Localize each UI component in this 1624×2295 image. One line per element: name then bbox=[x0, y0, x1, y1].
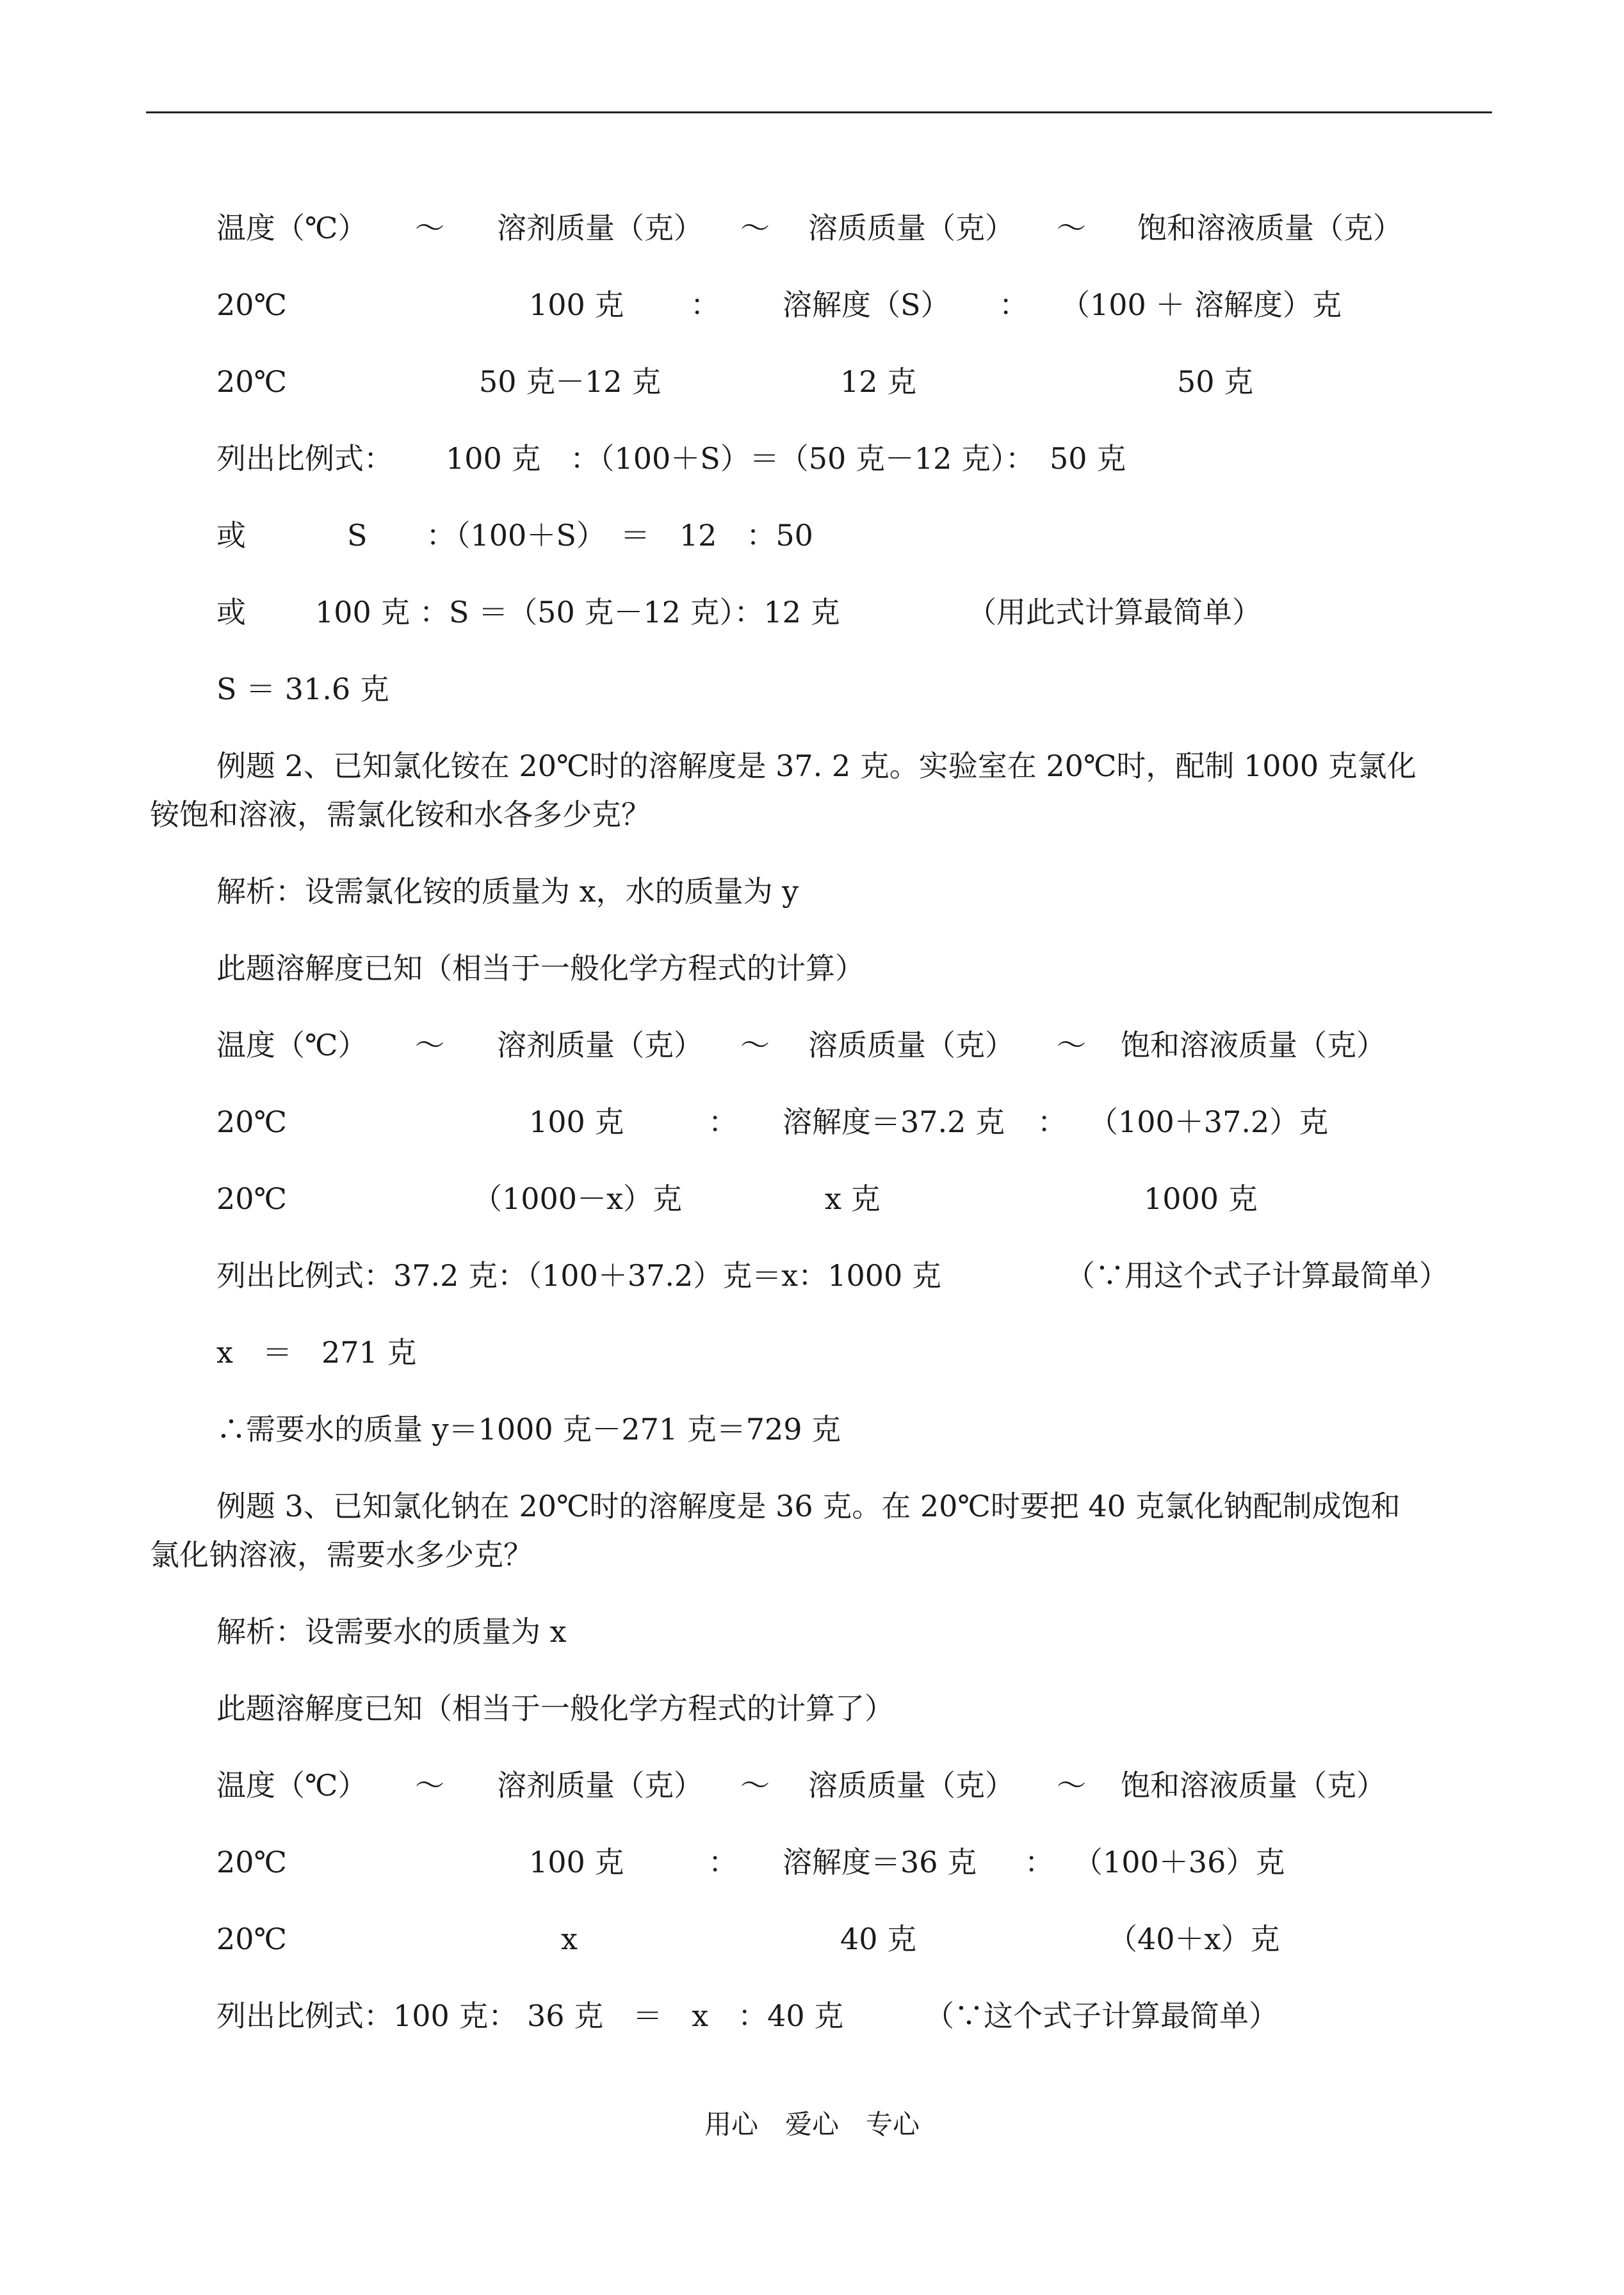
row1-solution: （100 ＋ 溶解度）克 bbox=[1060, 288, 1342, 322]
ratio-colon: ： bbox=[999, 288, 1028, 322]
row1-solvent: 100 克 bbox=[529, 1105, 624, 1139]
proportion-alt-1: S ：（100＋S） ＝ 12 ：50 bbox=[347, 518, 813, 553]
row1-solvent: 100 克 bbox=[529, 1845, 624, 1879]
row1-solute: 溶解度（S） bbox=[783, 288, 950, 322]
row1-solute: 溶解度＝36 克 bbox=[783, 1845, 977, 1879]
col-temp-header: 温度（℃） bbox=[216, 1768, 368, 1803]
row2-solvent: x bbox=[561, 1922, 578, 1956]
example-3-title-cont: 氯化钠溶液，需要水多少克？ bbox=[150, 1537, 533, 1572]
col-solvent-header: 溶剂质量（克） bbox=[497, 1028, 703, 1062]
example-2-proportion: 列出比例式：37.2 克：（100＋37.2）克＝x：1000 克 bbox=[216, 1258, 941, 1293]
ratio-colon: ： bbox=[690, 288, 720, 322]
row1-solution: （100＋36）克 bbox=[1073, 1845, 1285, 1879]
row2-solute: 12 克 bbox=[840, 364, 917, 399]
result-s: S ＝ 31.6 克 bbox=[216, 672, 389, 706]
col-temp-header: 温度（℃） bbox=[216, 1028, 368, 1062]
row2-solute: x 克 bbox=[825, 1181, 881, 1216]
example-2-title: 例题 2、已知氯化铵在 20℃时的溶解度是 37. 2 克。实验室在 20℃时，配制 1000 克氯化 bbox=[216, 749, 1417, 783]
row2-solution: （40＋x）克 bbox=[1108, 1922, 1280, 1956]
col-solvent-header: 溶剂质量（克） bbox=[497, 1768, 703, 1803]
proportion-note: （用此式计算最简单） bbox=[967, 595, 1262, 629]
ratio-colon: ： bbox=[1037, 1105, 1067, 1139]
row2-temp: 20℃ bbox=[216, 1922, 287, 1956]
or-label: 或 bbox=[216, 518, 246, 553]
example-3-analysis: 解析：设需要水的质量为 x bbox=[216, 1614, 567, 1649]
proportion-label: 列出比例式： bbox=[216, 441, 393, 476]
example-2-result: x ＝ 271 克 bbox=[216, 1335, 417, 1370]
ratio-colon: ： bbox=[1025, 1845, 1054, 1879]
row2-solvent: 50 克－12 克 bbox=[479, 364, 662, 399]
example-3-proportion: 列出比例式：100 克： 36 克 ＝ x ：40 克 bbox=[216, 1999, 844, 2033]
row1-solvent: 100 克 bbox=[529, 288, 624, 322]
col-solute-header: 溶质质量（克） bbox=[808, 1768, 1014, 1803]
row2-solution: 1000 克 bbox=[1144, 1181, 1258, 1216]
row2-temp: 20℃ bbox=[216, 364, 287, 399]
proportion-expression: 100 克 ：（100＋S）＝（50 克－12 克）： 50 克 bbox=[446, 441, 1126, 476]
row2-solution: 50 克 bbox=[1177, 364, 1254, 399]
example-2-proportion-note: （∵用这个式子计算最简单） bbox=[1066, 1258, 1449, 1293]
example-3-proportion-note: （∵这个式子计算最简单） bbox=[925, 1999, 1278, 2033]
col-solution-header: 饱和溶液质量（克） bbox=[1121, 1028, 1386, 1062]
tilde-separator: ～ bbox=[415, 1028, 444, 1062]
tilde-separator: ～ bbox=[740, 1768, 770, 1803]
row1-solute: 溶解度＝37.2 克 bbox=[783, 1105, 1005, 1139]
tilde-separator: ～ bbox=[415, 1768, 444, 1803]
tilde-separator: ～ bbox=[415, 211, 444, 245]
tilde-separator: ～ bbox=[740, 1028, 770, 1062]
tilde-separator: ～ bbox=[1057, 211, 1086, 245]
or-label: 或 bbox=[216, 595, 246, 629]
row2-temp: 20℃ bbox=[216, 1181, 287, 1216]
row1-temp: 20℃ bbox=[216, 288, 287, 322]
row2-solute: 40 克 bbox=[840, 1922, 917, 1956]
example-3-note: 此题溶解度已知（相当于一般化学方程式的计算了） bbox=[216, 1691, 894, 1726]
ratio-colon: ： bbox=[708, 1105, 738, 1139]
row2-solvent: （1000－x）克 bbox=[473, 1181, 683, 1216]
row1-temp: 20℃ bbox=[216, 1845, 287, 1879]
proportion-alt-2: 100 克 ：S ＝（50 克－12 克）：12 克 bbox=[315, 595, 840, 629]
tilde-separator: ～ bbox=[1057, 1768, 1086, 1803]
ratio-colon: ： bbox=[708, 1845, 738, 1879]
example-2-conclusion: ∴需要水的质量 y＝1000 克－271 克＝729 克 bbox=[216, 1412, 841, 1447]
example-3-title: 例题 3、已知氯化钠在 20℃时的溶解度是 36 克。在 20℃时要把 40 克氯化钠配制成饱和 bbox=[216, 1489, 1401, 1523]
example-2-note: 此题溶解度已知（相当于一般化学方程式的计算） bbox=[216, 951, 865, 985]
col-solution-header: 饱和溶液质量（克） bbox=[1121, 1768, 1386, 1803]
row1-temp: 20℃ bbox=[216, 1105, 287, 1139]
example-2-title-cont: 铵饱和溶液，需氯化铵和水各多少克？ bbox=[150, 797, 651, 832]
col-solution-header: 饱和溶液质量（克） bbox=[1137, 211, 1402, 245]
col-solute-header: 溶质质量（克） bbox=[808, 1028, 1014, 1062]
example-2-analysis: 解析：设需氯化铵的质量为 x，水的质量为 y bbox=[216, 874, 799, 909]
row1-solution: （100＋37.2）克 bbox=[1089, 1105, 1329, 1139]
col-temp-header: 温度（℃） bbox=[216, 211, 368, 245]
col-solute-header: 溶质质量（克） bbox=[808, 211, 1014, 245]
tilde-separator: ～ bbox=[1057, 1028, 1086, 1062]
tilde-separator: ～ bbox=[740, 211, 770, 245]
col-solvent-header: 溶剂质量（克） bbox=[497, 211, 703, 245]
header-rule bbox=[146, 111, 1492, 113]
page-footer: 用心 爱心 专心 bbox=[704, 2109, 920, 2140]
